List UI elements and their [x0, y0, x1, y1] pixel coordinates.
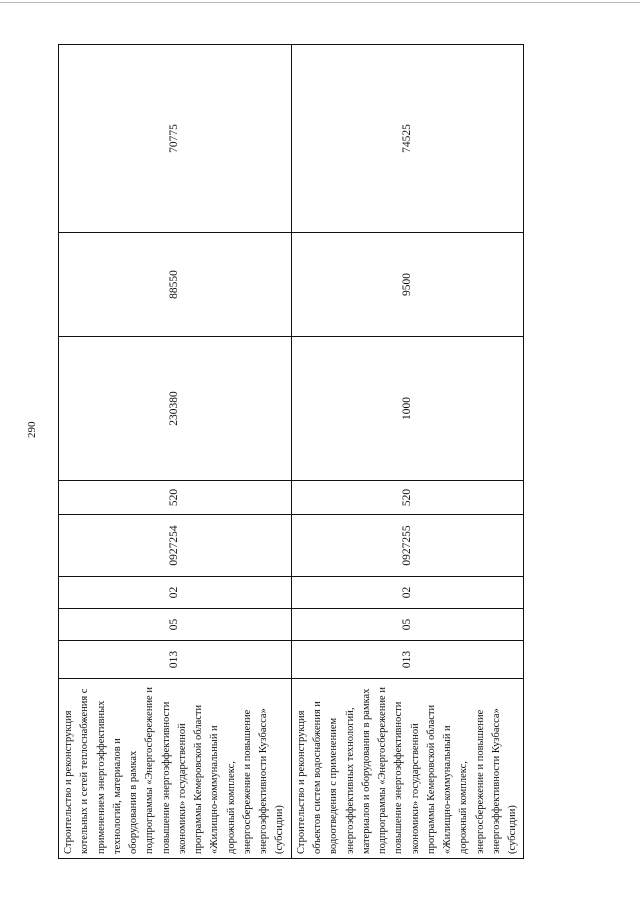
target-article-cell: 0927254 — [59, 515, 292, 577]
row-name-cell: Строительство и реконструкция объектов систем водоснабжения и водоотведения с применением энергоэффективных технологий, материалов и оборудования в рамках подпрограммы «Энергосбережение и повышение энергоэффективности экономики» государственной программы Кемеровской области «Жилищно-коммунальный и дорожный комплекс, энергосбережение и повышение энергоэффективности Кузбасса» (субсидии) — [291, 679, 524, 859]
ministry-code-cell: 013 — [291, 641, 524, 679]
expense-type-cell: 520 — [59, 481, 292, 515]
expense-type-cell: 520 — [291, 481, 524, 515]
table-row — [59, 45, 292, 859]
amount-cell-1: 1000 — [291, 337, 524, 481]
subsection-code-cell: 02 — [59, 577, 292, 609]
subsection-code-cell: 02 — [291, 577, 524, 609]
page-number: 290 — [26, 421, 38, 438]
amount-cell-3: 70775 — [59, 45, 292, 233]
top-rule — [0, 2, 640, 3]
amount-cell-3: 74525 — [291, 45, 524, 233]
budget-table — [58, 44, 524, 859]
section-code-cell: 05 — [59, 609, 292, 641]
rotated-table-container — [58, 45, 519, 859]
target-article-cell: 0927255 — [291, 515, 524, 577]
amount-cell-2: 9500 — [291, 233, 524, 337]
amount-cell-2: 88550 — [59, 233, 292, 337]
amount-cell-1: 230380 — [59, 337, 292, 481]
row-name-cell: Строительство и реконструкция котельных и сетей теплоснабжения с применением энергоэффективных технологий, материалов и оборудования в рамках подпрограммы «Энергосбережение и повышение энергоэффективности экономики» государственной программы Кемеровской области «Жилищно-коммунальный и дорожный комплекс, энергосбережение и повышение энергоэффективности Кузбасса» (субсидии) — [59, 679, 292, 859]
section-code-cell: 05 — [291, 609, 524, 641]
ministry-code-cell: 013 — [59, 641, 292, 679]
table-row — [291, 45, 524, 859]
